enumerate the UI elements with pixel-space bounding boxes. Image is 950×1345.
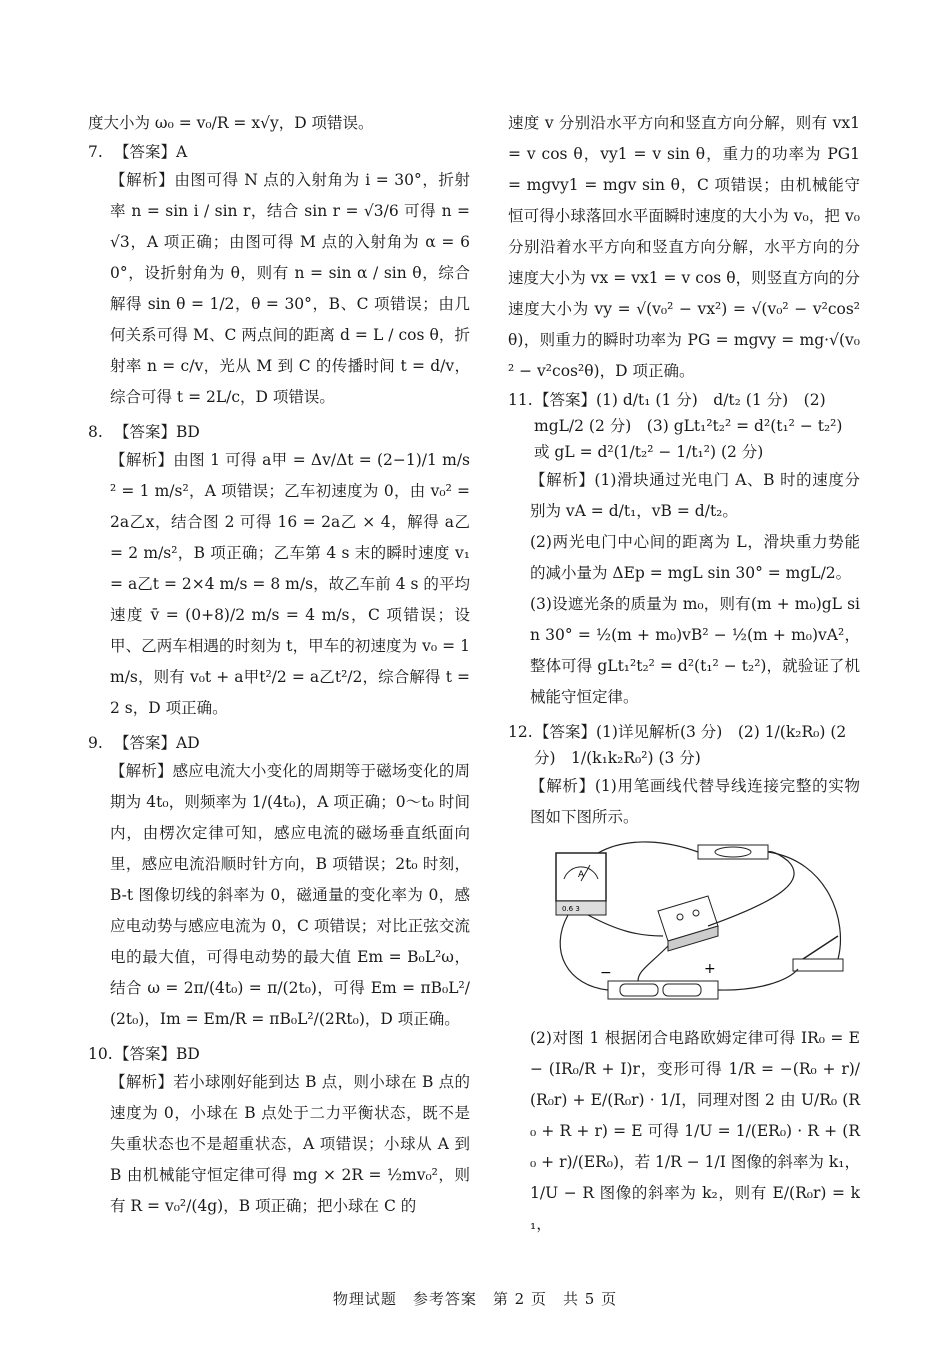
battery-icon (600, 961, 718, 999)
minus-sign: − (600, 965, 612, 981)
q7-answer: 【答案】A (114, 143, 188, 161)
q9-answer: 【答案】AD (114, 734, 200, 752)
q12-number: 12. (508, 723, 533, 741)
resistance-box-icon (658, 896, 718, 951)
question-12 (508, 719, 860, 1240)
question-10 (88, 1041, 470, 1222)
meter-label: A (578, 870, 585, 880)
q9-analysis: 【解析】感应电流大小变化的周期等于磁场变化的周期为 4t₀，则频率为 1/(4t₀)，A 项正确；0～t₀ 时间内，由楞次定律可知，感应电流的磁场垂直纸面向里，感应电流沿顺时针方向，B 项错误；2t₀ 时刻，B-t 图像切线的斜率为 0，磁通量的变化率为 0，感应电动势与感应电流为 0，C 项错误；对比正弦交流电的最大值，可得电动势的最大值 Em = B₀L²ω，结合 ω = 2π/(4t₀) = π/(2t₀)，可得 Em = πB₀L²/(2t₀)，Im = Em/R = πB₀L²/(2Rt₀)，D 项正确。 (110, 762, 470, 1028)
q11-number: 11. (508, 391, 533, 409)
q11-analysis-2: (2)两光电门中心间的距离为 L，滑块重力势能的减小量为 ΔEp = mgL sin 30° = mgL/2。 (530, 533, 860, 582)
q12-analysis-1: 【解析】(1)用笔画线代替导线连接完整的实物图如下图所示。 (530, 777, 860, 826)
question-9 (88, 730, 470, 1035)
circuit-figure (548, 841, 858, 1011)
q7-number: 7. (88, 143, 103, 161)
q12-analysis-2: (2)对图 1 根据闭合电路欧姆定律可得 IR₀ = E − (IR₀/R + I)r，变形可得 1/R = −(R₀ + r)/(R₀r) + E/(R₀r) · 1/I，同理对图 2 由 U/R₀ (R₀ + R + r) = E 可得 1/U = 1/(ER₀) · R + (R₀ + r)/(ER₀)，若 1/R − 1/I 图像的斜率为 k₁，1/U − R 图像的斜率为 k₂，则有 E/(R₀r) = k₁， (530, 1029, 860, 1233)
q10-answer: 【答案】BD (114, 1045, 200, 1063)
q11-answer: 【答案】(1) d/t₁ (1 分) d/t₂ (1 分) (2) mgL/2 (2 分) (3) gLt₁²t₂² = d²(t₁² − t₂²) 或 gL = d²(1/t₂² − 1/t₁²) (2 分) (534, 391, 843, 461)
q9-number: 9. (88, 734, 103, 752)
q7-analysis: 【解析】由图可得 N 点的入射角为 i = 30°，折射率 n = sin i / sin r，结合 sin r = √3/6 可得 n = √3，A 项正确；由图可得 M 点的入射角为 α = 60°，设折射角为 θ，则有 n = sin α / sin θ，综合解得 sin θ = 1/2，θ = 30°，B、C 项错误；由几何关系可得 M、C 两点间的距离 d = L / cos θ，折射率 n = c/v，光从 M 到 C 的传播时间 t = d/v，综合可得 t = 2L/c，D 项错误。 (110, 171, 470, 406)
q12-answer: 【答案】(1)详见解析(3 分) (2) 1/(k₂R₀) (2 分) 1/(k₁k₂R₀²) (3 分) (534, 723, 847, 767)
ammeter-icon (556, 853, 606, 915)
resistor-icon (698, 845, 768, 859)
q11-analysis-3: (3)设遮光条的质量为 m₀，则有(m + m₀)gL sin 30° = ½(m + m₀)vB² − ½(m + m₀)vA²，整体可得 gLt₁²t₂² = d²(t₁² − t₂²)，就验证了机械能守恒定律。 (530, 595, 860, 706)
switch-icon (793, 936, 843, 971)
question-8 (88, 419, 470, 724)
meter-terminals: 0.6 3 (562, 905, 580, 913)
q10-number: 10. (88, 1045, 113, 1063)
page-footer: 物理试题 参考答案 第 2 页 共 5 页 (332, 1290, 618, 1308)
q6-continuation: 度大小为 ω₀ = v₀/R = x√y，D 项错误。 (88, 114, 374, 132)
q8-number: 8. (88, 423, 103, 441)
q10-analysis: 【解析】若小球刚好能到达 B 点，则小球在 B 点的速度为 0，小球在 B 点处于二力平衡状态，既不是失重状态也不是超重状态，A 项错误；小球从 A 到 B 由机械能守恒定律可得 mg × 2R = ½mv₀²，则有 R = v₀²/(4g)，B 项正确；把小球在 C 的 (110, 1073, 470, 1215)
right-column (508, 108, 860, 1246)
q8-analysis: 【解析】由图 1 可得 a甲 = Δv/Δt = (2−1)/1 m/s² = 1 m/s²，A 项错误；乙车初速度为 0，由 v₀² = 2a乙x，结合图 2 可得 16 = 2a乙 × 4，解得 a乙 = 2 m/s²，B 项正确；乙车第 4 s 末的瞬时速度 v₁ = a乙t = 2×4 m/s = 8 m/s，故乙车前 4 s 的平均速度 v̄ = (0+8)/2 m/s = 4 m/s，C 项错误；设甲、乙两车相遇的时刻为 t，甲车的初速度为 v₀ = 1 m/s，则有 v₀t + a甲t²/2 = a乙t²/2，综合解得 t = 2 s，D 项正确。 (110, 451, 470, 717)
question-7 (88, 139, 470, 413)
question-11 (508, 387, 860, 713)
q10-continuation: 速度 v 分别沿水平方向和竖直方向分解，则有 vx1 = v cos θ，vy1 = v sin θ，重力的功率为 PG1 = mgvy1 = mgv sin θ，C 项错误；由机械能守恒可得小球落回水平面瞬时速度的大小为 v₀，把 v₀ 分别沿着水平方向和竖直方向分解，水平方向的分速度大小为 vx = vx1 = v cos θ，则竖直方向的分速度大小为 vy = √(v₀² − vx²) = √(v₀² − v²cos²θ)，则重力的瞬时功率为 PG = mgvy = mg·√(v₀² − v²cos²θ)，D 项正确。 (508, 114, 860, 380)
left-column (88, 108, 470, 1228)
q8-answer: 【答案】BD (114, 423, 200, 441)
plus-sign: + (704, 961, 716, 977)
q11-analysis-1: 【解析】(1)滑块通过光电门 A、B 时的速度分别为 vA = d/t₁，vB = d/t₂。 (530, 471, 860, 520)
